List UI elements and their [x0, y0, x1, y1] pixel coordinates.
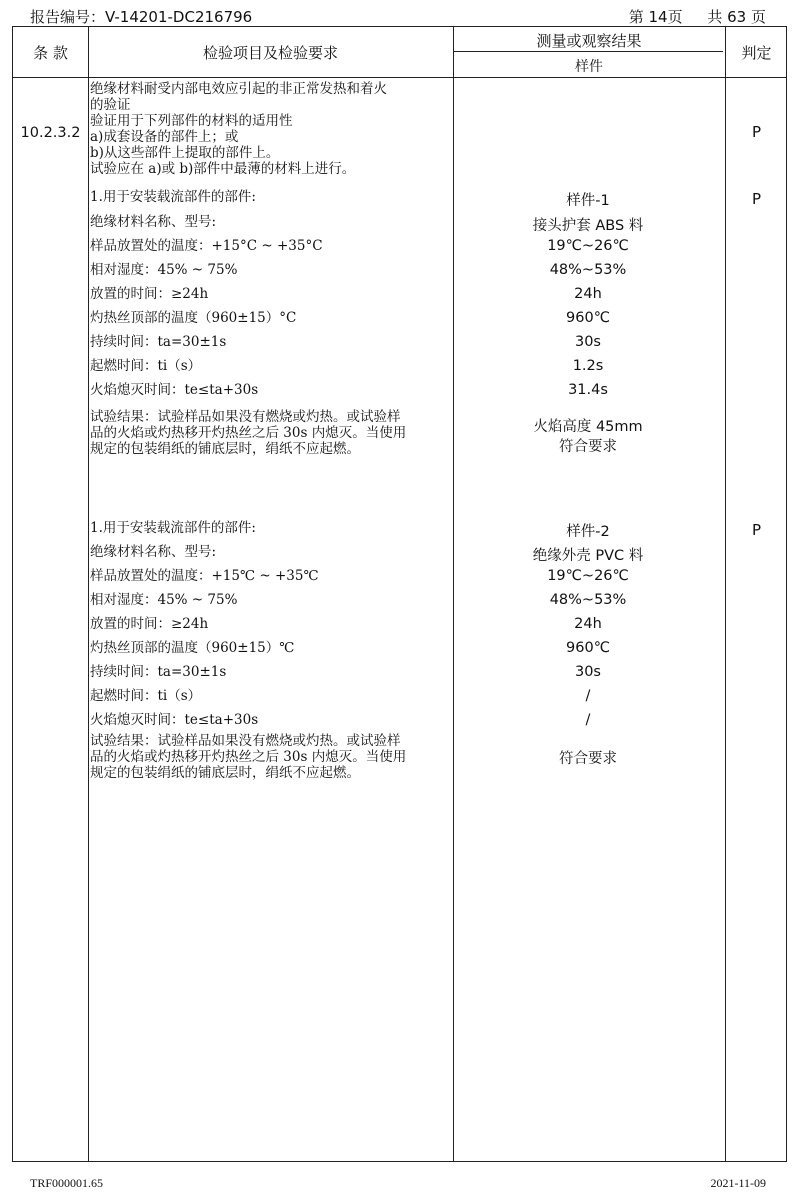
result-line: 试验结果：试验样品如果没有燃烧或灼热。或试验样: [90, 409, 401, 425]
row-label: 相对湿度：45% ~ 75%: [90, 592, 238, 608]
row-label: 样品放置处的温度：+15℃ ~ +35℃: [90, 568, 319, 584]
result-line: 品的火焰或灼热移开灼热丝之后 30s 内熄灭。当使用: [90, 749, 407, 765]
test-result-values: [453, 747, 723, 768]
test-result-text: [90, 409, 460, 457]
page-indicator: [609, 6, 766, 27]
row-value: 30s: [574, 664, 601, 680]
row-value: 48%~53%: [549, 262, 627, 278]
row-label: 放置的时间：≥24h: [90, 286, 209, 302]
result-conclusion: 符合要求: [559, 751, 617, 767]
divider: [13, 77, 786, 78]
row-label: 起燃时间：ti（s）: [90, 688, 202, 704]
test-result-values: [453, 417, 723, 457]
row-value: 31.4s: [568, 382, 608, 398]
clause-number: 10.2.3.2: [20, 125, 81, 141]
row-label: 相对湿度：45% ~ 75%: [90, 262, 238, 278]
col-header-result: 测量或观察结果: [536, 32, 642, 50]
row-label: 1.用于安装载流部件的部件:: [90, 520, 256, 536]
row-label: 绝缘材料名称、型号:: [90, 544, 217, 560]
verdict-sample-1: P: [751, 190, 762, 208]
row-value: 960℃: [566, 310, 610, 326]
row-value: 19℃~26℃: [547, 568, 629, 584]
row-value: /: [585, 712, 591, 728]
intro-line: 试验应在 a)或 b)部件中最薄的材料上进行。: [90, 161, 356, 177]
flame-height: 火焰高度 45mm: [533, 419, 643, 435]
result-conclusion: 符合要求: [559, 439, 617, 455]
row-label: 火焰熄灭时间：te≤ta+30s: [90, 382, 259, 398]
inspection-table: [12, 26, 787, 1162]
col-header-sample: 样件: [575, 59, 603, 75]
row-label: 放置的时间：≥24h: [90, 616, 209, 632]
row-label: 持续时间：ta=30±1s: [90, 334, 227, 350]
row-value: 24h: [574, 286, 602, 302]
row-label: 灼热丝顶部的温度（960±15）°C: [90, 310, 297, 326]
row-value: 960℃: [566, 640, 610, 656]
intro-line: 绝缘材料耐受内部电效应引起的非正常发热和着火: [90, 81, 387, 97]
intro-line: a)成套设备的部件上；或: [90, 129, 239, 145]
test-result-text: [90, 733, 460, 781]
row-value: 绝缘外壳 PVC 料: [532, 548, 644, 564]
row-value: 1.2s: [572, 358, 604, 374]
row-value: 接头护套 ABS 料: [532, 218, 644, 234]
col-header-clause: 条 款: [33, 44, 68, 62]
divider: [88, 27, 89, 1161]
row-value: 24h: [574, 616, 602, 632]
row-label: 1.用于安装载流部件的部件:: [90, 189, 256, 205]
row-label: 样品放置处的温度：+15°C ~ +35°C: [90, 238, 323, 254]
verdict-sample-2: P: [751, 521, 762, 539]
divider: [453, 51, 723, 52]
row-value: /: [585, 688, 591, 704]
result-line: 品的火焰或灼热移开灼热丝之后 30s 内熄灭。当使用: [90, 425, 407, 441]
report-number: 报告编号：V-14201-DC216796: [30, 8, 253, 26]
intro-line: 验证用于下列部件的材料的适用性: [90, 113, 293, 129]
row-value: 48%~53%: [549, 592, 627, 608]
row-label: 持续时间：ta=30±1s: [90, 664, 227, 680]
page-number: 第 14页: [628, 8, 683, 26]
row-value: 样件-2: [566, 524, 610, 540]
col-header-verdict: 判定: [741, 44, 772, 62]
row-value: 30s: [574, 334, 601, 350]
row-label: 起燃时间：ti（s）: [90, 358, 202, 374]
section-intro: [90, 81, 460, 177]
page-total: 共 63 页: [707, 8, 766, 26]
issue-date: 2021-11-09: [710, 1176, 766, 1190]
intro-line: 的验证: [90, 97, 131, 113]
verdict-intro: P: [751, 123, 762, 141]
row-label: 火焰熄灭时间：te≤ta+30s: [90, 712, 259, 728]
row-value: 样件-1: [566, 193, 610, 209]
row-label: 灼热丝顶部的温度（960±15）℃: [90, 640, 295, 656]
col-header-item: 检验项目及检验要求: [202, 44, 338, 62]
result-line: 试验结果：试验样品如果没有燃烧或灼热。或试验样: [90, 733, 401, 749]
form-number: TRF000001.65: [30, 1176, 104, 1190]
result-line: 规定的包装绢纸的铺底层时，绢纸不应起燃。: [90, 765, 360, 781]
result-line: 规定的包装绢纸的铺底层时，绢纸不应起燃。: [90, 441, 360, 457]
intro-line: b)从这些部件上提取的部件上。: [90, 145, 280, 161]
row-label: 绝缘材料名称、型号:: [90, 214, 217, 230]
row-value: 19℃~26℃: [547, 238, 629, 254]
